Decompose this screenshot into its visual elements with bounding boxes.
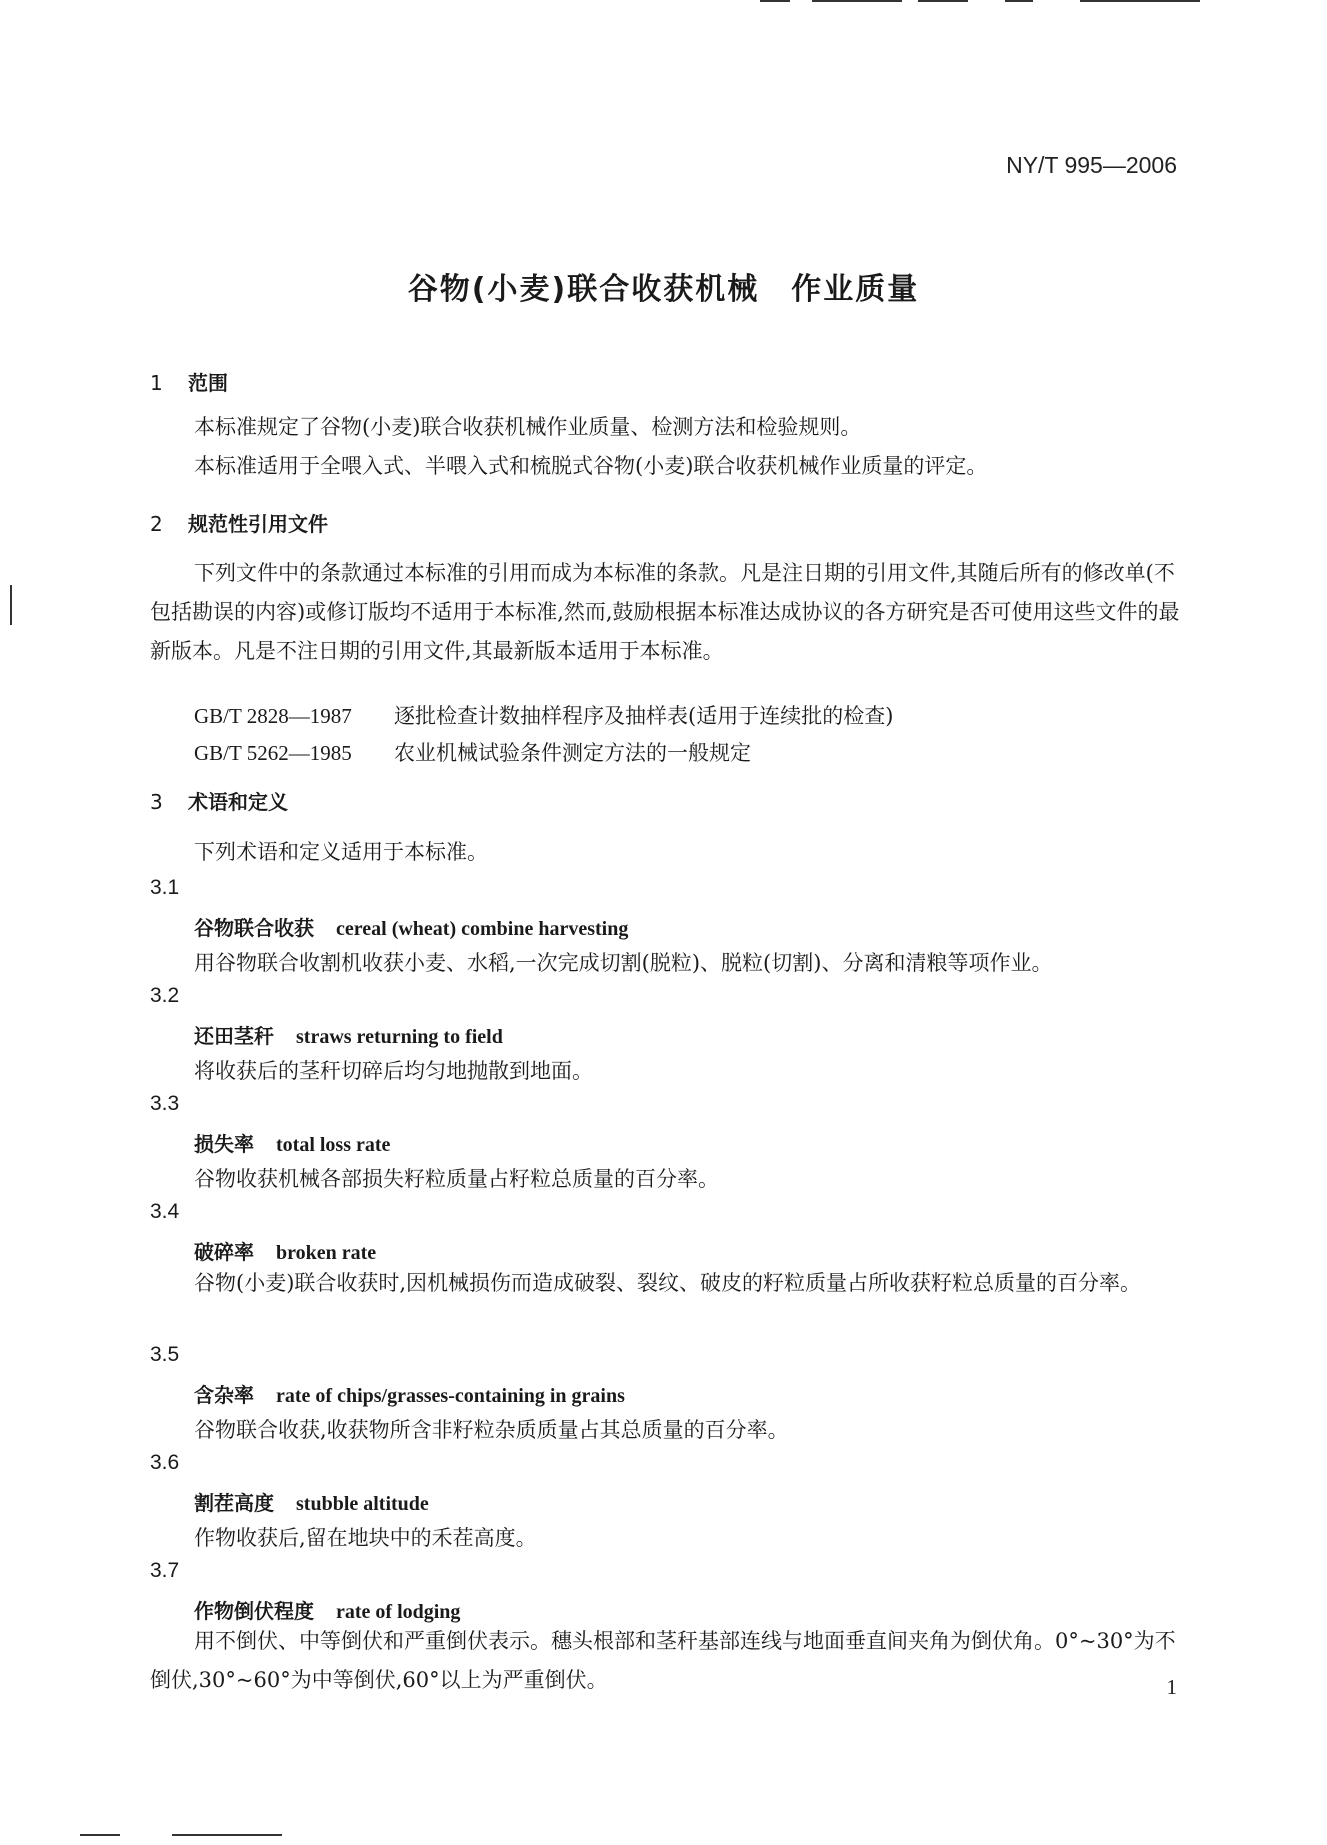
term-en: rate of lodging	[336, 1601, 461, 1623]
scan-mark	[1080, 0, 1200, 2]
term-zh: 破碎率	[194, 1240, 254, 1264]
term	[194, 1020, 503, 1049]
clause-number: 3.6	[150, 1451, 180, 1474]
term-zh: 作物倒伏程度	[194, 1599, 314, 1623]
scan-mark	[918, 0, 968, 2]
scan-mark	[172, 1834, 282, 1836]
term-en: straws returning to field	[296, 1026, 503, 1048]
reference-code: GB/T 5262—1985	[194, 741, 352, 765]
scan-mark	[10, 585, 12, 625]
section-number: 2	[150, 512, 163, 536]
term	[194, 1379, 625, 1408]
paragraph: 本标准适用于全喂入式、半喂入式和梳脱式谷物(小麦)联合收获机械作业质量的评定。	[194, 454, 988, 478]
term-definition: 谷物联合收获,收获物所含非籽粒杂质质量占其总质量的百分率。	[194, 1418, 789, 1442]
term-zh: 割茬高度	[194, 1491, 274, 1515]
document-title: 谷物(小麦)联合收获机械 作业质量	[407, 272, 920, 307]
reference-title: 农业机械试验条件测定方法的一般规定	[394, 741, 751, 765]
reference-item	[194, 700, 893, 730]
term	[194, 1128, 390, 1157]
reference-code: GB/T 2828—1987	[194, 704, 352, 728]
clause-number: 3.4	[150, 1200, 180, 1223]
standard-code: NY/T 995—2006	[1006, 152, 1177, 178]
term-definition: 谷物(小麦)联合收获时,因机械损伤而造成破裂、裂纹、破皮的籽粒质量占所收获籽粒总质量的百分率。	[194, 1271, 1142, 1295]
scan-mark	[1005, 0, 1033, 2]
scan-mark	[760, 0, 790, 2]
term-en: rate of chips/grasses-containing in grains	[276, 1385, 625, 1407]
term	[194, 1595, 460, 1624]
section-title: 术语和定义	[188, 790, 288, 814]
paragraph: 下列术语和定义适用于本标准。	[194, 840, 488, 864]
scan-mark	[812, 0, 902, 2]
term	[194, 1487, 429, 1516]
term	[194, 912, 628, 941]
clause-number: 3.5	[150, 1343, 180, 1366]
term-zh: 含杂率	[194, 1383, 254, 1407]
reference-item	[194, 737, 751, 767]
section-heading-terms	[150, 786, 288, 815]
paragraph: 本标准规定了谷物(小麦)联合收获机械作业质量、检测方法和检验规则。	[194, 415, 862, 439]
reference-title: 逐批检查计数抽样程序及抽样表(适用于连续批的检查)	[394, 704, 894, 728]
page-number: 1	[1166, 1675, 1177, 1699]
scan-mark	[80, 1834, 120, 1836]
term-zh: 损失率	[194, 1132, 254, 1156]
term-definition: 将收获后的茎秆切碎后均匀地抛散到地面。	[194, 1059, 593, 1083]
section-number: 3	[150, 790, 163, 814]
term-zh: 谷物联合收获	[194, 916, 314, 940]
term-definition: 作物收获后,留在地块中的禾茬高度。	[194, 1526, 537, 1550]
term-definition: 用不倒伏、中等倒伏和严重倒伏表示。穗头根部和茎秆基部连线与地面垂直间夹角为倒伏角。0°~30°为不倒伏,30°~60°为中等倒伏,60°以上为严重倒伏。	[150, 1629, 1176, 1692]
section-number: 1	[150, 371, 163, 395]
clause-number: 3.3	[150, 1092, 180, 1115]
term-en: total loss rate	[276, 1134, 391, 1156]
clause-number: 3.2	[150, 984, 180, 1007]
term-definition: 谷物收获机械各部损失籽粒质量占籽粒总质量的百分率。	[194, 1167, 719, 1191]
section-title: 范围	[188, 371, 228, 395]
section-title: 规范性引用文件	[188, 512, 328, 536]
clause-number: 3.7	[150, 1559, 180, 1582]
term-en: cereal (wheat) combine harvesting	[336, 918, 629, 940]
paragraph: 下列文件中的条款通过本标准的引用而成为本标准的条款。凡是注日期的引用文件,其随后所有的修改单(不包括勘误的内容)或修订版均不适用于本标准,然而,鼓励根据本标准达成协议的各方研究是否可使用这些文件的最新版本。凡是不注日期的引用文件,其最新版本适用于本标准。	[150, 561, 1180, 663]
term-en: stubble altitude	[296, 1493, 429, 1515]
section-heading-references	[150, 508, 328, 537]
term-definition: 用谷物联合收割机收获小麦、水稻,一次完成切割(脱粒)、脱粒(切割)、分离和清粮等项作业。	[194, 951, 1053, 975]
term	[194, 1236, 376, 1265]
term-zh: 还田茎秆	[194, 1024, 274, 1048]
term-en: broken rate	[276, 1242, 377, 1264]
clause-number: 3.1	[150, 876, 180, 899]
section-heading-scope	[150, 367, 228, 396]
